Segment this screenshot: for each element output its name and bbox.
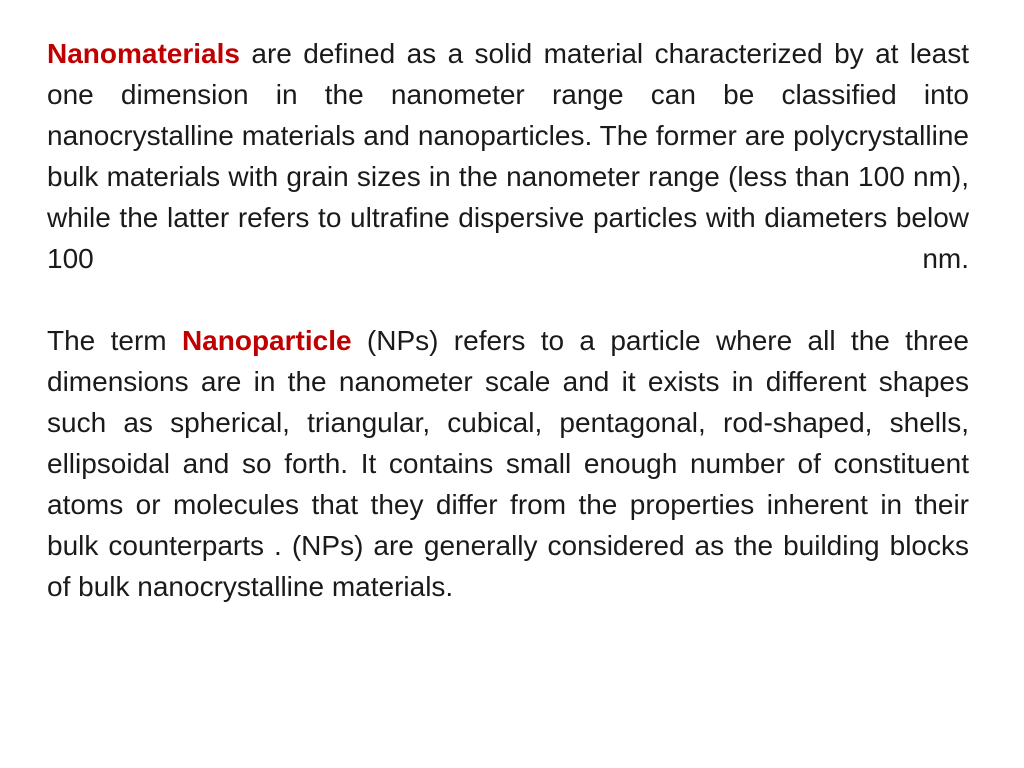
slide-body [47, 33, 969, 607]
nanoparticle-paragraph [47, 320, 969, 607]
nanomaterials-paragraph [47, 33, 969, 279]
nanomaterials-definition: are defined as a solid material characterized by at least one dimension in the nanometer range can be classified into nanocrystalline materials and nanoparticles. The former are polycrystalline bulk materials with grain sizes in the nanometer range (less than 100 nm), while the latter refers to ultrafine dispersive particles with diameters below 100 nm. [47, 38, 969, 274]
nanoparticle-definition: (NPs) refers to a particle where all the three dimensions are in the nanometer scale and it exists in different shapes such as spherical, triangular, cubical, pentagonal, rod-shaped, shells, ellipsoidal and so forth. It contains small enough number of constituent atoms or molecules that they differ from the properties inherent in their bulk counterparts . (NPs) are generally considered as the building blocks of bulk nanocrystalline materials. [47, 325, 969, 602]
nanomaterials-term: Nanomaterials [47, 38, 240, 69]
nanoparticle-prefix: The term [47, 325, 182, 356]
paragraph-spacer [47, 279, 969, 320]
nanoparticle-term: Nanoparticle [181, 325, 352, 356]
